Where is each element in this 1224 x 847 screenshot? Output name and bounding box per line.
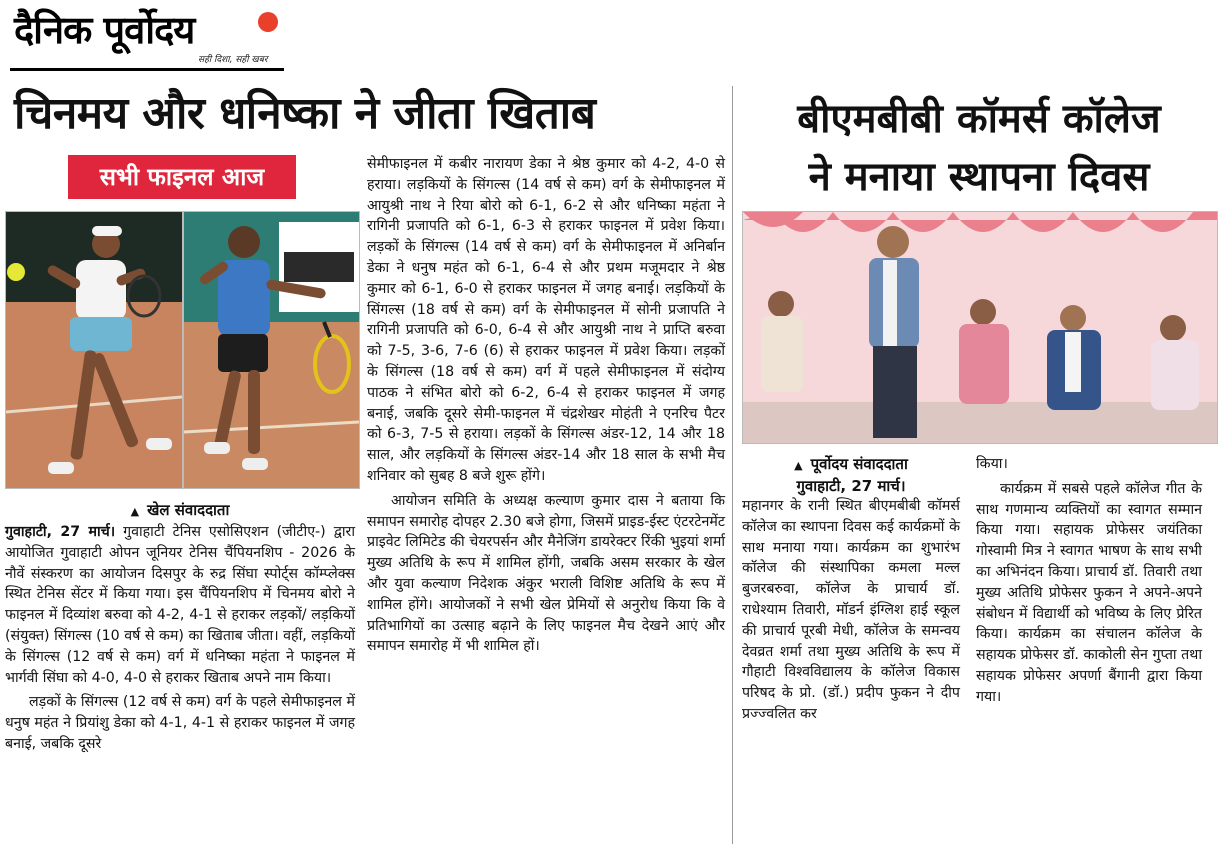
- triangle-bullet-icon: ▲: [794, 459, 803, 472]
- tennis-girl-photo: [5, 211, 183, 489]
- left-article-byline: ▲ खेल संवाददाता: [130, 501, 230, 519]
- college-event-photo: [742, 211, 1218, 444]
- left-article-headline: चिनमय और धनिष्का ने जीता खिताब: [14, 88, 596, 139]
- masthead-title: दैनिक पूर्वोदय: [14, 8, 195, 52]
- right-article-dateline: गुवाहाटी, 27 मार्च।: [796, 477, 906, 495]
- tennis-girl-illustration: [6, 212, 182, 488]
- right-article-paragraph-3: कार्यक्रम में सबसे पहले कॉलेज गीत के साथ गणमान्य व्यक्तियों का स्वागत सम्मान किया गया। सहायक प्रोफेसर जयंतिका गोस्वामी मित्र ने स्वागत भाषण के साथ सभी का अभिनंदन किया। प्राचार्य डॉ. तिवारी तथा मुख्य अतिथि प्रोफेसर फुकन ने अपने-अपने संबोधन में विद्यार्थी को भविष्य के लिए प्रेरित किया। कार्यक्रम का संचालन कॉलेज के सहायक प्रोफेसर डॉ. काकोली सेन गुप्ता तथा सहायक प्रोफेसर अपर्णा बैंगानी द्वारा किया गया।: [976, 480, 1202, 705]
- left-article-dateline: गुवाहाटी, 27 मार्च।: [5, 524, 116, 540]
- triangle-bullet-icon: ▲: [130, 505, 140, 518]
- right-article-headline: [740, 90, 1218, 206]
- left-article-column-2: [367, 154, 725, 657]
- left-article-paragraph-2: लड़कों के सिंगल्स (12 वर्ष से कम) वर्ग के पहले सेमीफाइनल में धनुष महंत ने प्रियांशु डेका को 4-1, 4-1 से हराकर फाइनल में जगह बनाई, जबकि दूसरे: [5, 694, 355, 752]
- right-article-column-2: [976, 454, 1202, 708]
- left-article-paragraph-3: सेमीफाइनल में कबीर नारायण डेका ने श्रेष्ठ कुमार को 4-2, 4-0 से हराया। लड़कियों के सिंगल्स (14 वर्ष से कम) वर्ग के सेमीफाइनल में आयुश्री नाथ ने रिया बोरो को 6-1, 6-2 से और धनिष्का महंता ने रागिनी प्रजापति को 6-1, 6-3 से हराकर फाइनल में प्रवेश किया। लड़कों के सिंगल्स (14 वर्ष से कम) वर्ग के सेमीफाइनल में अनिर्बान डेका ने धनुष महंत को 6-1, 6-4 से और प्रथम मजूमदार ने श्रेष्ठ कुमार को 6-1, 6-0 से हराकर फाइनल में जगह बनाई। लड़कियों के सिंगल्स (18 वर्ष से कम) वर्ग के सेमीफाइनल में सोनी प्रजापति ने रागिनी प्रजापति को 6-0, 6-4 से और आयुश्री नाथ ने प्राप्ति बरुवा को 7-5, 3-6, 7-6 (6) से हराकर फाइनल में प्रवेश किया। लड़कों के सिंगल्स (18 वर्ष से कम) वर्ग में पहले सेमीफाइनल में संदोग्य पाठक ने संभित बोरो को 6-2, 6-4 से हराकर फाइनल में जगह बनाई, जबकि दूसरे सेमी-फाइनल में चंद्रशेखर मोहंती ने एनरिच पैटर को 6-3, 7-5 से हराया। लड़कों के सिंगल्स अंडर-12, 14 और 18 साल, और लड़कियों के सिंगल्स अंडर-14 और 18 साल के सभी मैच शनिवार को सुबह 8 बजे शुरू होंगे।: [367, 156, 725, 484]
- left-article-column-1: [5, 500, 355, 755]
- right-headline-line2: ने मनाया स्थापना दिवस: [808, 154, 1150, 200]
- masthead-rule: [10, 68, 284, 71]
- tennis-boy-photo: [183, 211, 360, 489]
- college-event-illustration: [743, 212, 1217, 443]
- right-headline-line1: बीएमबीबी कॉमर्स कॉलेज: [797, 96, 1161, 142]
- left-article-paragraph-1: गुवाहाटी, 27 मार्च। गुवाहाटी टेनिस एसोसिएशन (जीटीए-) द्वारा आयोजित गुवाहाटी ओपन जूनियर टेनिस चैंपियनशिप - 2026 के नौवें संस्करण का आयोजन दिसपुर के रुद्र सिंघा स्पोर्ट्स कॉम्प्लेक्स स्थित टेनिस सेंटर में किया गया। इस चैंपियनशिप में चिनमय बोरो ने फाइनल में दिव्यांश बरुवा को 4-2, 4-1 से हराकर लड़कों/ लड़कियों (संयुक्त) सिंगल्स (10 वर्ष से कम) का खिताब जीता। वहीं, लड़कियों के सिंगल्स (12 वर्ष से कम) वर्ग में धनिष्का महंता ने फाइनल में भार्गवी सिंघा को 4-0, 4-0 से हराकर खिताब अपने नाम किया।: [5, 524, 355, 686]
- right-article-column-1: [742, 454, 960, 725]
- right-article-paragraph-1: महानगर के रानी स्थित बीएमबीबी कॉमर्स कॉलेज का स्थापना दिवस कई कार्यक्रमों के साथ मनाया गया। कार्यक्रम का शुभारंभ कॉलेज की संस्थापिका कमला मल्ल बुजरबरुवा, कॉलेज के प्राचार्य डॉ. राधेश्याम तिवारी, मॉडर्न इंग्लिश हाई स्कूल की प्राचार्य पूरबी मेधी, कॉलेज के समन्वय देवव्रत शर्मा तथा मुख्य अतिथि के रूप में गौहाटी विश्वविद्यालय के कॉलेज विकास परिषद के प्रो. (डॉ.) प्रदीप फुकन ने दीप प्रज्ज्वलित कर: [742, 498, 960, 722]
- masthead-logo-dot: [258, 12, 278, 32]
- right-article-paragraph-2: किया।: [976, 456, 1008, 472]
- masthead-tagline: सही दिशा, सही खबर: [198, 55, 268, 65]
- left-article-subhead-badge: सभी फाइनल आज: [68, 155, 296, 199]
- column-divider: [732, 86, 733, 844]
- tennis-boy-illustration: [184, 212, 359, 488]
- left-article-paragraph-4: आयोजन समिति के अध्यक्ष कल्याण कुमार दास ने बताया कि समापन समारोह दोपहर 2.30 बजे होगा, जिसमें प्राइड-ईस्ट एंटरटेनमेंट प्राइवेट लिमिटेड की चेयरपर्सन और मैनेजिंग डायरेक्टर रिंकी भुइयां शर्मा मुख्य अतिथि के रूप में शामिल होंगी, जबकि असम सरकार के खेल और युवा कल्याण निदेशक अंकुर भराली विशिष्ट अतिथि के रूप में शामिल होंगे। आयोजकों ने सभी खेल प्रेमियों से अनुरोध किया कि वे प्रतिभागियों का उत्साह बढ़ाने के लिए फाइनल मैच देखने आएं और समापन समारोह में भी शामिल हों।: [367, 492, 725, 655]
- right-article-byline: ▲ पूर्वोदय संवाददाता: [794, 455, 908, 473]
